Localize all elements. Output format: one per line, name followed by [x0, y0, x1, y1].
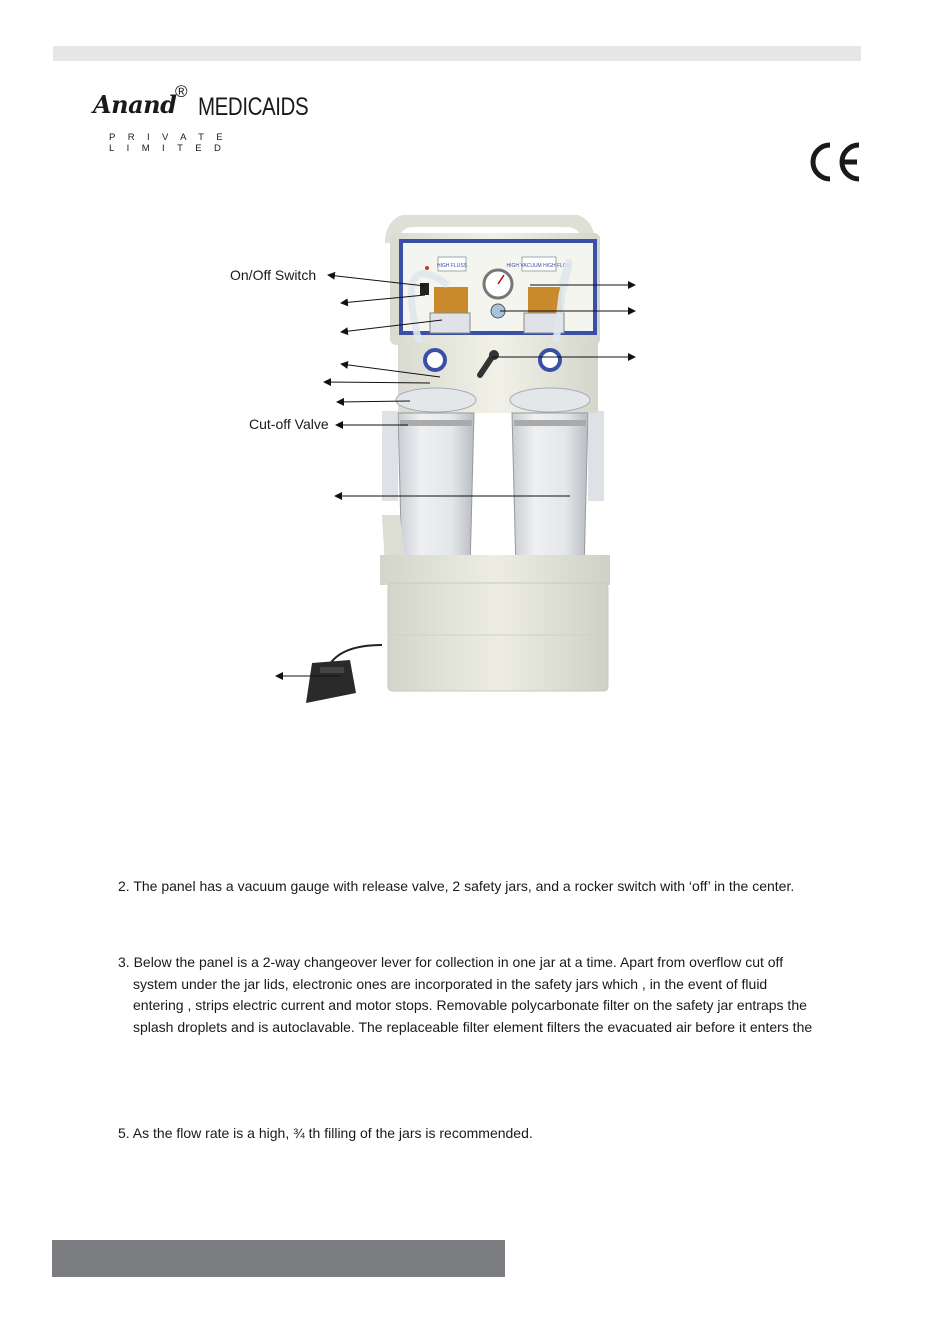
header-band	[53, 46, 861, 61]
callout-cut-off-valve: Cut-off Valve	[249, 416, 329, 432]
paragraph-item-3	[118, 952, 812, 1039]
panel-badge-right: HIGH VACUUM HIGH FLOW	[506, 263, 572, 269]
paragraph-item-5: 5. As the flow rate is a high, ¾ th filling of the jars is recommended.	[118, 1125, 533, 1141]
logo-script: Anand	[93, 90, 177, 119]
panel-badge-left: HIGH FLUSS	[436, 263, 468, 269]
paragraph-line: splash droplets and is autoclavable. The replaceable filter element filters the evacuated air before it enters the	[133, 1019, 813, 1036]
footer-band	[52, 1240, 505, 1277]
paragraph-line: system under the jar lids, electronic ones are incorporated in the safety jars which , in the event of fluid	[133, 975, 768, 992]
paragraph-line: 3. Below the panel is a 2-way changeover lever for collection in one jar at a time. Apart from overflow cut off	[118, 954, 784, 970]
paragraph-line: entering , strips electric current and motor stops. Removable polycarbonate filter on the safety jar entraps the	[133, 997, 807, 1014]
product-figure	[230, 215, 650, 715]
logo-subtitle: PRIVATE LIMITED	[109, 132, 236, 154]
company-logo	[93, 82, 323, 154]
logo-wordmark: MEDICAIDS	[198, 93, 309, 121]
ce-mark-icon	[804, 140, 862, 184]
registered-mark: ®	[175, 82, 188, 101]
callout-on-off-switch: On/Off Switch	[230, 267, 317, 283]
paragraph-item-2: 2. The panel has a vacuum gauge with release valve, 2 safety jars, and a rocker switch with ‘off’ in the center.	[118, 878, 795, 894]
callout-arrows	[230, 215, 650, 715]
